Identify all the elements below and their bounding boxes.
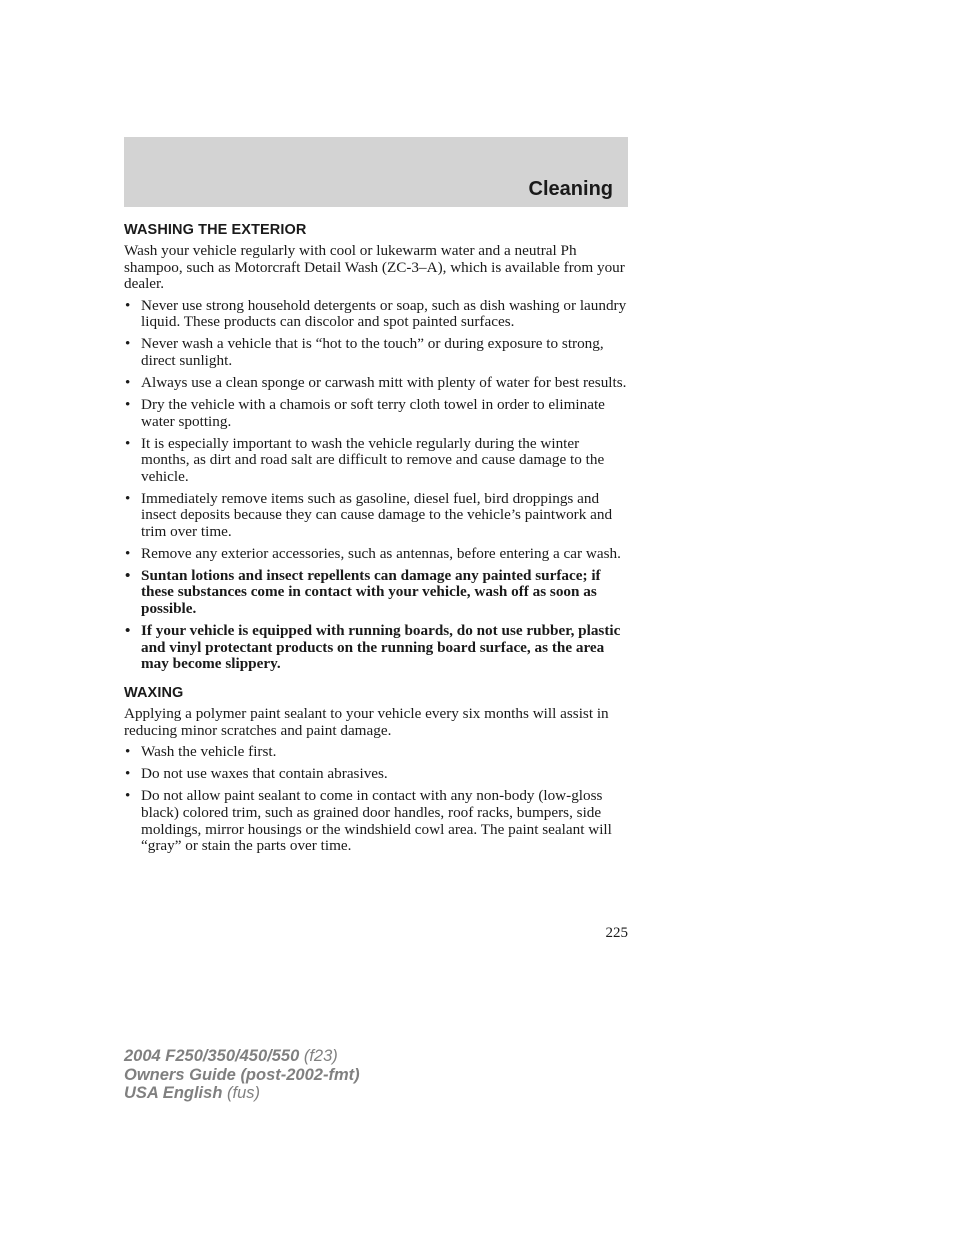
bullet-icon: • bbox=[125, 373, 131, 391]
footer-line-language: USA English (fus) bbox=[124, 1084, 260, 1102]
bullet-icon: • bbox=[125, 544, 131, 562]
section-title: Cleaning bbox=[528, 178, 613, 200]
section-header-band bbox=[124, 137, 628, 207]
bullet-icon: • bbox=[125, 489, 131, 507]
warning-list-item: • If your vehicle is equipped with running boards, do not use rubber, plastic and vinyl protectant products on the running board surface, as the area may become slippery. bbox=[125, 622, 621, 673]
bullet-icon: • bbox=[125, 622, 131, 639]
washing-bullet-list bbox=[124, 298, 630, 673]
list-item: • Never wash a vehicle that is “hot to the touch” or during exposure to strong, direct sunlight. bbox=[125, 335, 604, 369]
bullet-icon: • bbox=[125, 335, 131, 353]
list-item: • Do not allow paint sealant to come in contact with any non-body (low-gloss black) colored trim, such as grained door handles, roof racks, bumpers, side moldings, mirror housings or the windshield cowl area. The paint sealant will “gray” or stain the parts over time. bbox=[125, 787, 612, 855]
bullet-icon: • bbox=[125, 395, 131, 413]
footer-line-guide: Owners Guide (post-2002-fmt) bbox=[124, 1065, 360, 1084]
list-item: • Never use strong household detergents or soap, such as dish washing or laundry liquid. These products can discolor and spot painted surfaces. bbox=[125, 296, 627, 331]
washing-heading: WASHING THE EXTERIOR bbox=[124, 222, 307, 238]
page-number: 225 bbox=[605, 925, 628, 941]
bullet-icon: • bbox=[125, 296, 131, 314]
list-item: • Do not use waxes that contain abrasives. bbox=[125, 765, 388, 783]
waxing-bullet-list bbox=[124, 744, 630, 854]
bullet-icon: • bbox=[125, 743, 131, 761]
list-item: • Remove any exterior accessories, such as antennas, before entering a car wash. bbox=[125, 544, 621, 562]
list-item: • Immediately remove items such as gasoline, diesel fuel, bird droppings and insect deposits because they can cause damage to the vehicle’s paintwork and trim over time. bbox=[125, 489, 613, 540]
list-item: • It is especially important to wash the vehicle regularly during the winter months, as dirt and road salt are difficult to remove and cause damage to the vehicle. bbox=[125, 434, 605, 485]
washing-intro: Wash your vehicle regularly with cool or lukewarm water and a neutral Ph shampoo, such as Motorcraft Detail Wash (ZC-3–A), which is available from your dealer. bbox=[124, 242, 625, 293]
waxing-heading: WAXING bbox=[124, 685, 184, 702]
list-item: • Always use a clean sponge or carwash mitt with plenty of water for best results. bbox=[125, 373, 627, 391]
footer-line-model: 2004 F250/350/450/550 (f23) bbox=[124, 1047, 338, 1065]
list-item: • Wash the vehicle first. bbox=[125, 743, 277, 761]
bullet-icon: • bbox=[125, 566, 131, 584]
list-item: • Dry the vehicle with a chamois or soft terry cloth towel in order to eliminate water spotting. bbox=[125, 395, 605, 430]
warning-list-item: • Suntan lotions and insect repellents can damage any painted surface; if these substances come in contact with your vehicle, wash off as soon as possible. bbox=[125, 566, 601, 618]
bullet-icon: • bbox=[125, 434, 131, 452]
document-footer bbox=[124, 1047, 360, 1103]
bullet-icon: • bbox=[125, 765, 131, 783]
waxing-intro: Applying a polymer paint sealant to your vehicle every six months will assist in reducing minor scratches and paint damage. bbox=[124, 705, 609, 739]
bullet-icon: • bbox=[125, 787, 131, 805]
page-content bbox=[124, 221, 630, 860]
